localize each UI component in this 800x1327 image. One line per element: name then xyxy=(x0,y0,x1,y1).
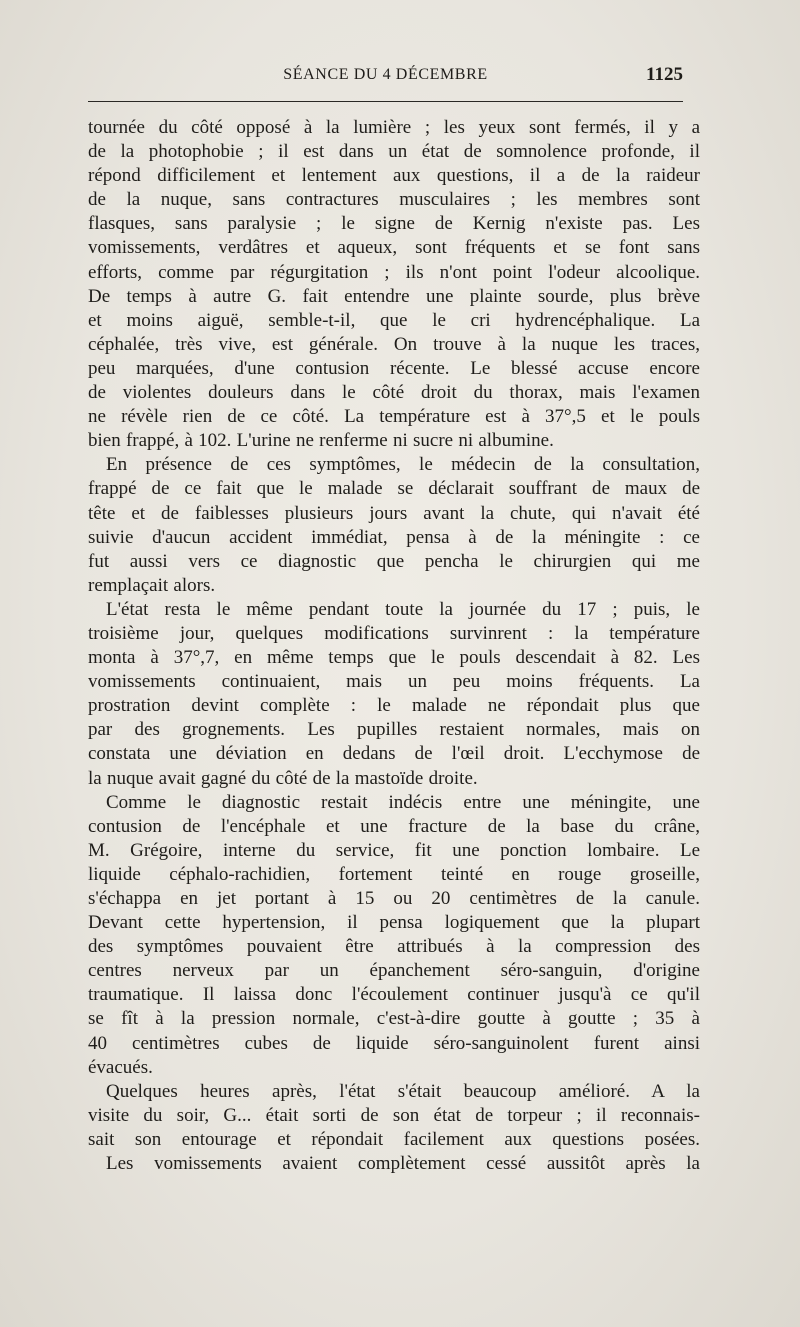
text-line: efforts, comme par régurgitation ; ils n'ont point l'odeur alcoolique. xyxy=(88,261,700,283)
text-line: de la nuque, sans contractures musculaires ; les membres sont xyxy=(88,189,700,211)
text-line: fut aussi vers ce diagnostic que pencha le chirurgien qui me xyxy=(88,550,700,572)
text-line: et moins aiguë, semble-t-il, que le cri hydrencéphalique. La xyxy=(88,309,700,331)
paragraph-first-line: Quelques heures après, l'état s'était beaucoup amélioré. A la xyxy=(106,1080,700,1102)
text-line: constata une déviation en dedans de l'œil droit. L'ecchymose de xyxy=(88,743,700,765)
text-line: de violentes douleurs dans le côté droit du thorax, mais l'examen xyxy=(88,382,700,404)
text-line: traumatique. Il laissa donc l'écoulement continuer jusqu'à ce qu'il xyxy=(88,984,700,1006)
text-line: De temps à autre G. fait entendre une plainte sourde, plus brève xyxy=(88,285,700,307)
text-line: par des grognements. Les pupilles restaient normales, mais on xyxy=(88,719,700,741)
text-line: visite du soir, G... était sorti de son état de torpeur ; il reconnais- xyxy=(88,1104,700,1126)
text-line: de la photophobie ; il est dans un état de somnolence profonde, il xyxy=(88,141,700,163)
paragraph-first-line: Les vomissements avaient complètement cessé aussitôt après la xyxy=(106,1153,700,1175)
text-line: des symptômes pouvaient être attribués à la compression des xyxy=(88,936,700,958)
text-line: centres nerveux par un épanchement séro-sanguin, d'origine xyxy=(88,960,700,982)
text-line: liquide céphalo-rachidien, fortement teinté en rouge groseille, xyxy=(88,863,700,885)
text-line: s'échappa en jet portant à 15 ou 20 centimètres de la canule. xyxy=(88,888,700,909)
text-line: tête et de faiblesses plusieurs jours avant la chute, qui n'avait été xyxy=(88,502,700,524)
text-line: 40 centimètres cubes de liquide séro-sanguinolent furent ainsi xyxy=(88,1032,700,1054)
page-number: 1125 xyxy=(646,64,683,85)
text-line: vomissements, verdâtres et aqueux, sont fréquents et se font sans xyxy=(88,237,700,259)
text-line: flasques, sans paralysie ; le signe de Kernig n'existe pas. Les xyxy=(88,213,700,235)
text-line: bien frappé, à 102. L'urine ne renferme ni sucre ni albumine. xyxy=(88,430,554,452)
text-line: se fît à la pression normale, c'est-à-dire goutte à goutte ; 35 à xyxy=(88,1008,700,1030)
text-line: la nuque avait gagné du côté de la mastoïde droite. xyxy=(88,767,478,789)
text-line: répond difficilement et lentement aux questions, il a de la raideur xyxy=(88,165,700,187)
text-line: vomissements continuaient, mais un peu moins fréquents. La xyxy=(88,671,700,693)
text-line: céphalée, très vive, est générale. On trouve à la nuque les traces, xyxy=(88,333,700,355)
text-line: Devant cette hypertension, il pensa logiquement que la plupart xyxy=(88,912,700,934)
running-title: SÉANCE DU 4 DÉCEMBRE xyxy=(283,66,488,83)
text-line: ne révèle rien de ce côté. La température est à 37°,5 et le pouls xyxy=(88,406,700,428)
header-rule xyxy=(88,101,683,102)
text-line: sait son entourage et répondait facilement aux questions posées. xyxy=(88,1128,700,1150)
text-line: tournée du côté opposé à la lumière ; les yeux sont fermés, il y a xyxy=(88,117,700,138)
page-header xyxy=(88,62,683,92)
text-line: prostration devint complète : le malade ne répondait plus que xyxy=(88,695,700,717)
text-line: troisième jour, quelques modifications survinrent : la température xyxy=(88,622,700,644)
text-line: monta à 37°,7, en même temps que le pouls descendait à 82. Les xyxy=(88,647,700,669)
text-line: M. Grégoire, interne du service, fit une ponction lombaire. Le xyxy=(88,839,700,861)
paragraph-first-line: L'état resta le même pendant toute la journée du 17 ; puis, le xyxy=(106,598,700,620)
text-line: contusion de l'encéphale et une fracture de la base du crâne, xyxy=(88,815,700,837)
body-text xyxy=(88,116,700,1176)
text-line: évacués. xyxy=(88,1056,153,1078)
text-line: frappé de ce fait que le malade se déclarait souffrant de maux de xyxy=(88,478,700,500)
text-line: peu marquées, d'une contusion récente. Le blessé accuse encore xyxy=(88,357,700,379)
text-line: remplaçait alors. xyxy=(88,574,216,596)
paragraph-first-line: Comme le diagnostic restait indécis entre une méningite, une xyxy=(106,791,700,813)
paragraph-first-line: En présence de ces symptômes, le médecin de la consultation, xyxy=(106,454,700,476)
text-line: suivie d'aucun accident immédiat, pensa à de la méningite : ce xyxy=(88,526,700,548)
